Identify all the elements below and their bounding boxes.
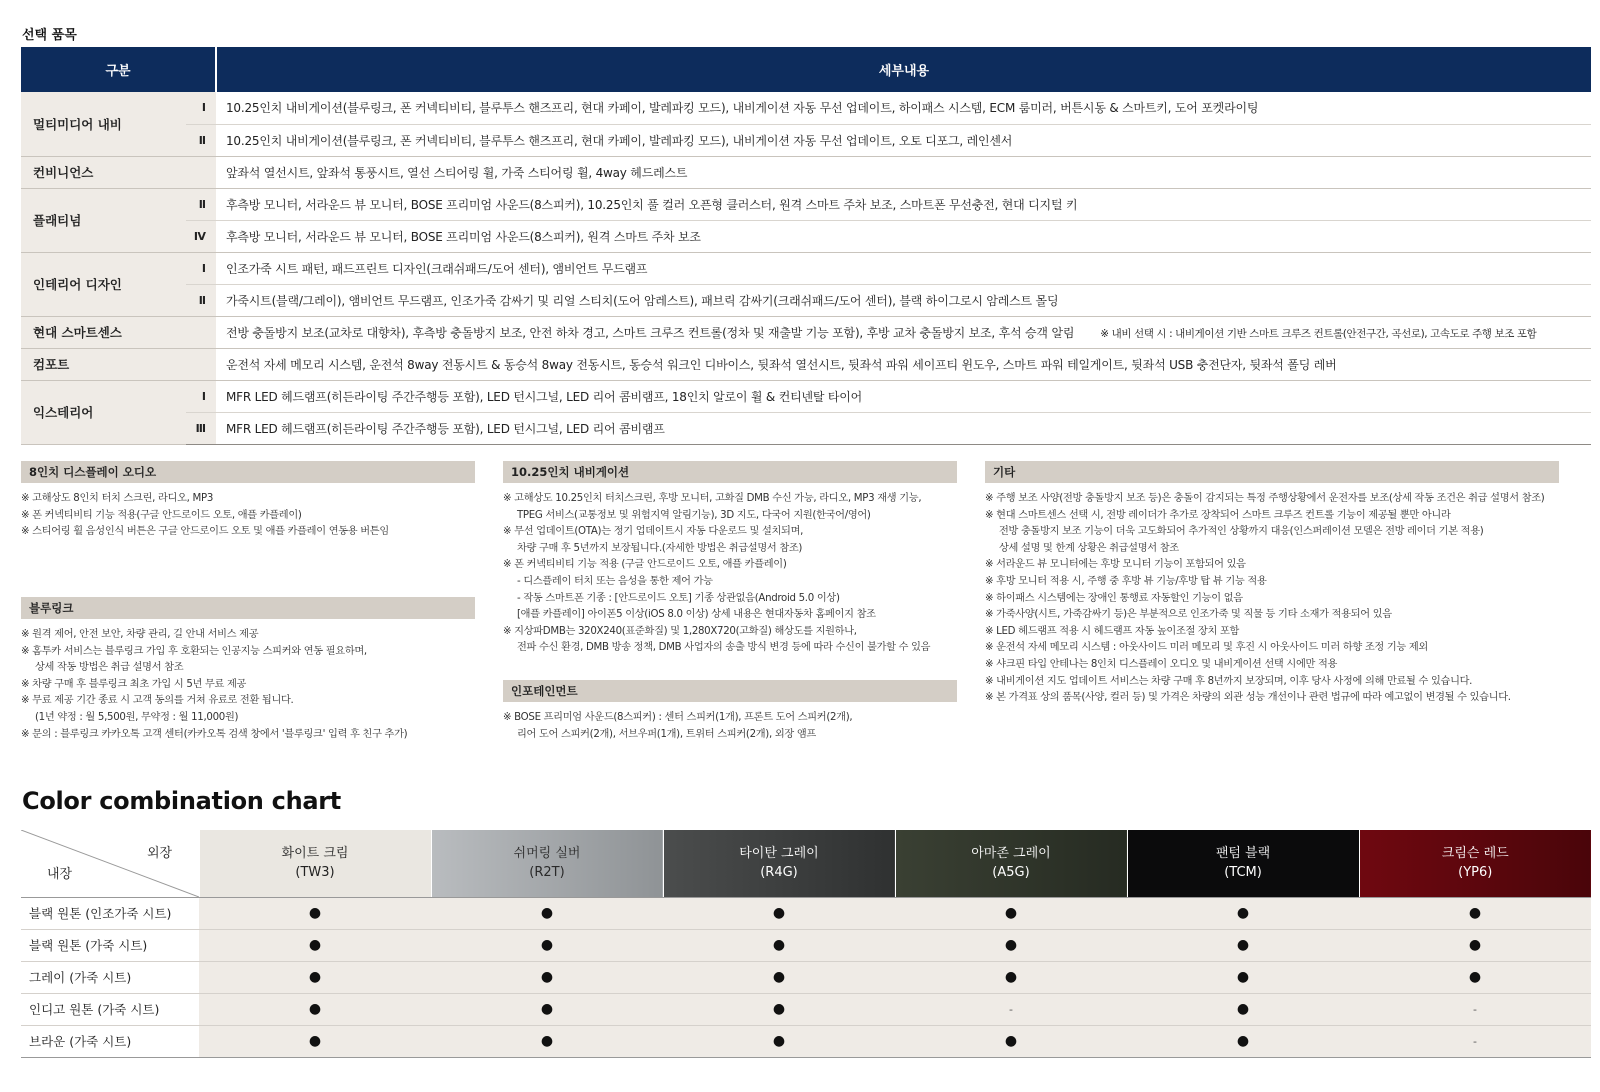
option-grade (186, 316, 216, 348)
note-item: 상세 설명 및 한계 상황은 취급설명서 참조 (999, 542, 1179, 554)
note-audio-list (21, 491, 475, 541)
note-infotainment-title: 인포테인먼트 (503, 680, 957, 702)
combination-cell (895, 929, 1127, 961)
exterior-color-code: (TCM) (1224, 865, 1262, 881)
combination-cell (1127, 1025, 1359, 1057)
option-grade: Ⅰ (186, 252, 216, 284)
note-item: 리어 도어 스피커(2개), 서브우퍼(1개), 트위터 스피커(2개), 외장 앰프 (517, 728, 816, 740)
note-item: ※ 운전석 자세 메모리 시스템 : 아웃사이드 미러 메모리 및 후진 시 아웃사이드 미러 하향 조정 기능 제외 (985, 642, 1428, 654)
interior-name: 인디고 원톤 (가죽 시트) (21, 993, 199, 1025)
unavailable-mark: - (1473, 1003, 1477, 1016)
option-detail-text: 후측방 모니터, 서라운드 뷰 모니터, BOSE 프리미엄 사운드(8스피커), 원격 스마트 주차 보조 (226, 229, 701, 244)
option-grade (186, 348, 216, 380)
available-mark: ● (1236, 905, 1250, 921)
note-navi-title: 10.25인치 내비게이션 (503, 461, 957, 483)
unavailable-mark: - (1473, 1035, 1477, 1048)
option-detail (216, 284, 1591, 316)
combination-cell (1127, 961, 1359, 993)
combination-cell (1359, 897, 1591, 929)
exterior-color-header (895, 830, 1127, 897)
options-table (21, 47, 1591, 445)
note-item: ※ 가죽사양(시트, 가죽감싸기 등)은 부분적으로 인조가죽 및 직물 등 기타 소재가 적용되어 있음 (985, 609, 1392, 621)
available-mark: ● (1004, 937, 1018, 953)
option-detail (216, 412, 1591, 444)
note-item: 전방 충돌방지 보조 기능이 더욱 고도화되어 추가적인 상황까지 대응(인스퍼레이션 모델은 전방 레이더 기본 적용) (999, 526, 1484, 538)
option-detail-text: 전방 충돌방지 보조(교차로 대향차), 후측방 충돌방지 보조, 안전 하차 경고, 스마트 크루즈 컨트롤(정차 및 재출발 기능 포함), 후방 교차 충돌방지 보조, 후석 승객 알림 (226, 325, 1075, 340)
note-item: 상세 작동 방법은 취급 설명서 참조 (35, 662, 184, 674)
option-row (21, 92, 1591, 124)
option-category: 익스테리어 (21, 380, 186, 444)
available-mark: ● (1236, 937, 1250, 953)
option-detail (216, 188, 1591, 220)
option-detail-note: ※ 내비 선택 시 : 내비게이션 기반 스마트 크루즈 컨트롤(안전구간, 곡선로), 고속도로 주행 보조 포함 (1100, 327, 1537, 340)
header-category: 구분 (21, 47, 216, 92)
available-mark: ● (308, 1033, 322, 1049)
exterior-color-header (431, 830, 663, 897)
option-detail-text: 10.25인치 내비게이션(블루링크, 폰 커넥티비티, 블루투스 핸즈프리, 현대 카페이, 발레파킹 모드), 내비게이션 자동 무선 업데이트, 하이패스 시스템, ECM 룸미러, 버튼시동 & 스마트키, 도어 포켓라이팅 (226, 101, 1259, 116)
note-navi-list (503, 491, 957, 657)
interior-name: 블랙 원톤 (인조가죽 시트) (21, 897, 199, 929)
option-detail-text: 인조가죽 시트 패턴, 패드프린트 디자인(크래쉬패드/도어 센터), 앰비언트 무드램프 (226, 261, 648, 276)
note-bluelink-title: 블루링크 (21, 597, 475, 619)
note-etc (985, 461, 1559, 707)
combination-cell (199, 993, 431, 1025)
note-bluelink-list (21, 627, 475, 743)
option-detail (216, 316, 1591, 348)
note-item: ※ 무선 업데이트(OTA)는 정기 업데이트시 자동 다운로드 및 설치되며, (503, 526, 804, 538)
exterior-color-code: (TW3) (295, 865, 335, 881)
combination-cell (1359, 993, 1591, 1025)
header-detail: 세부내용 (216, 47, 1591, 92)
exterior-color-header (1127, 830, 1359, 897)
combination-cell (1127, 929, 1359, 961)
combination-cell (663, 897, 895, 929)
option-detail-text: 후측방 모니터, 서라운드 뷰 모니터, BOSE 프리미엄 사운드(8스피커), 10.25인치 풀 컬러 오픈형 클러스터, 원격 스마트 주차 보조, 스마트폰 무선충전, 현대 디지털 키 (226, 197, 1078, 212)
note-infotainment-list (503, 710, 957, 743)
exterior-color-name: 화이트 크림 (281, 846, 349, 862)
option-grade: Ⅰ (186, 92, 216, 124)
option-row (21, 348, 1591, 380)
note-etc-list (985, 491, 1559, 707)
exterior-color-name: 타이탄 그레이 (739, 846, 819, 862)
option-detail-text: 운전석 자세 메모리 시스템, 운전석 8way 전동시트 & 동승석 8way 전동시트, 동승석 워크인 디바이스, 뒷좌석 열선시트, 뒷좌석 파워 세이프티 윈도우, 스마트 파워 테일게이트, 뒷좌석 USB 충전단자, 뒷좌석 폴딩 레버 (226, 357, 1337, 372)
available-mark: ● (1468, 937, 1482, 953)
available-mark: ● (1004, 969, 1018, 985)
option-row (21, 124, 1591, 156)
available-mark: ● (1236, 1033, 1250, 1049)
note-item: (1년 약정 : 월 5,500원, 무약정 : 월 11,000원) (35, 711, 239, 723)
note-item: ※ 홈투카 서비스는 블루링크 가입 후 호환되는 인공지능 스피커와 연동 필요하며, (21, 645, 367, 657)
option-grade: Ⅱ (186, 124, 216, 156)
available-mark: ● (308, 937, 322, 953)
available-mark: ● (308, 1001, 322, 1017)
available-mark: ● (1468, 969, 1482, 985)
unavailable-mark: - (1009, 1003, 1013, 1016)
option-row (21, 220, 1591, 252)
exterior-color-header (199, 830, 431, 897)
combination-cell (431, 929, 663, 961)
options-table-header (21, 47, 1591, 92)
option-row (21, 252, 1591, 284)
note-item: - 작동 스마트폰 기종 : [안드로이드 오토] 기종 상관없음(Android 5.0 이상) (517, 592, 840, 604)
option-detail (216, 124, 1591, 156)
option-grade: Ⅳ (186, 220, 216, 252)
option-detail-text: MFR LED 헤드램프(히든라이팅 주간주행등 포함), LED 턴시그널, LED 리어 콤비램프, 18인치 알로이 휠 & 컨티넨탈 타이어 (226, 389, 863, 404)
option-detail (216, 156, 1591, 188)
exterior-color-code: (R4G) (760, 865, 798, 881)
note-item: ※ 원격 제어, 안전 보안, 차량 관리, 길 안내 서비스 제공 (21, 629, 259, 640)
combination-cell (199, 961, 431, 993)
note-audio (21, 461, 475, 541)
note-item: ※ 고해상도 8인치 터치 스크린, 라디오, MP3 (21, 493, 214, 504)
note-item: ※ 폰 커넥티비티 기능 적용 (구글 안드로이드 오토, 애플 카플레이) (503, 559, 787, 571)
available-mark: ● (772, 937, 786, 953)
available-mark: ● (1004, 905, 1018, 921)
note-item: ※ 샤크핀 타입 안테나는 8인치 디스플레이 오디오 및 내비게이션 선택 시에만 적용 (985, 658, 1338, 670)
section-title: 선택 품목 (22, 28, 77, 43)
note-item: - 디스플레이 터치 또는 음성을 통한 제어 가능 (517, 575, 713, 587)
available-mark: ● (540, 905, 554, 921)
note-infotainment (503, 680, 957, 743)
note-item: ※ 차량 구매 후 블루링크 최초 가입 시 5년 무료 제공 (21, 678, 247, 690)
option-category: 현대 스마트센스 (21, 316, 186, 348)
combination-cell (1359, 1025, 1591, 1057)
combination-cell (1359, 929, 1591, 961)
interior-name: 브라운 (가죽 시트) (21, 1025, 199, 1057)
interior-row (21, 929, 1591, 961)
exterior-color-code: (YP6) (1458, 865, 1493, 881)
available-mark: ● (540, 1033, 554, 1049)
combination-cell (895, 993, 1127, 1025)
option-category: 컴포트 (21, 348, 186, 380)
note-navi (503, 461, 957, 657)
interior-name: 블랙 원톤 (가죽 시트) (21, 929, 199, 961)
combination-cell (663, 993, 895, 1025)
combination-cell (663, 929, 895, 961)
note-item: ※ 무료 제공 기간 종료 시 고객 동의를 거쳐 유료로 전환 됩니다. (21, 695, 294, 707)
option-grade: Ⅱ (186, 188, 216, 220)
option-detail-text: 앞좌석 열선시트, 앞좌석 통풍시트, 열선 스티어링 휠, 가죽 스티어링 휠, 4way 헤드레스트 (226, 165, 688, 180)
available-mark: ● (772, 1033, 786, 1049)
option-detail-text: 가죽시트(블랙/그레이), 앰비언트 무드램프, 인조가죽 감싸기 및 리얼 스티치(도어 암레스트), 패브릭 감싸기(크래쉬패드/도어 센터), 블랙 하이그로시 암레스트 몰딩 (226, 293, 1059, 308)
color-combination-table (21, 830, 1591, 1058)
note-item: ※ 서라운드 뷰 모니터에는 후방 모니터 기능이 포함되어 있음 (985, 559, 1246, 571)
exterior-color-name: 팬텀 블랙 (1215, 846, 1271, 862)
corner-exterior-label: 외장 (147, 846, 173, 861)
available-mark: ● (1004, 1033, 1018, 1049)
note-item: ※ 폰 커넥티비티 기능 적용(구글 안드로이드 오토, 애플 카플레이) (21, 509, 302, 521)
note-etc-title: 기타 (985, 461, 1559, 483)
option-category: 컨비니언스 (21, 156, 186, 188)
combination-cell (895, 897, 1127, 929)
combination-cell (895, 961, 1127, 993)
option-category: 플래티넘 (21, 188, 186, 252)
option-grade: Ⅰ (186, 380, 216, 412)
interior-name: 그레이 (가죽 시트) (21, 961, 199, 993)
combination-cell (895, 1025, 1127, 1057)
note-item: ※ 고해상도 10.25인치 터치스크린, 후방 모니터, 고화질 DMB 수신 가능, 라디오, MP3 재생 기능, (503, 493, 922, 504)
note-audio-title: 8인치 디스플레이 오디오 (21, 461, 475, 483)
combination-cell (431, 993, 663, 1025)
note-item: 전파 수신 환경, DMB 방송 정책, DMB 사업자의 송출 방식 변경 등에 따라 수신이 불가할 수 있음 (517, 642, 931, 654)
combination-cell (431, 897, 663, 929)
option-row (21, 188, 1591, 220)
exterior-color-name: 쉬머링 실버 (513, 846, 581, 862)
interior-row (21, 993, 1591, 1025)
note-bluelink (21, 597, 475, 743)
available-mark: ● (540, 969, 554, 985)
interior-row (21, 897, 1591, 929)
option-row (21, 412, 1591, 444)
note-item: ※ 하이패스 시스템에는 장애인 통행료 자동할인 기능이 없음 (985, 592, 1243, 604)
available-mark: ● (540, 937, 554, 953)
corner-interior-label: 내장 (47, 867, 73, 882)
option-detail (216, 348, 1591, 380)
note-item: ※ 스티어링 휠 음성인식 버튼은 구글 안드로이드 오토 및 애플 카플레이 연동용 버튼임 (21, 526, 389, 538)
available-mark: ● (308, 905, 322, 921)
note-item: ※ 현대 스마트센스 선택 시, 전방 레이더가 추가로 장착되어 스마트 크루즈 컨트롤 기능이 제공될 뿐만 아니라 (985, 509, 1451, 521)
note-item: ※ 주행 보조 사양(전방 충돌방지 보조 등)은 충돌이 감지되는 특정 주행상황에서 운전자를 보조(상세 작동 조건은 취급 설명서 참조) (985, 493, 1545, 504)
exterior-color-code: (A5G) (992, 865, 1030, 881)
combination-cell (199, 1025, 431, 1057)
option-row (21, 316, 1591, 348)
option-row (21, 284, 1591, 316)
combination-cell (199, 929, 431, 961)
combination-cell (199, 897, 431, 929)
option-detail (216, 220, 1591, 252)
note-item: ※ BOSE 프리미엄 사운드(8스피커) : 센터 스피커(1개), 프론트 도어 스피커(2개), (503, 712, 853, 723)
option-grade (186, 156, 216, 188)
note-item: ※ 문의 : 블루링크 카카오톡 고객 센터(카카오톡 검색 창에서 '블루링크' 입력 후 친구 추가) (21, 728, 408, 740)
corner-cell (21, 830, 199, 897)
combination-cell (431, 961, 663, 993)
note-item: ※ 본 가격표 상의 품목(사양, 컬러 등) 및 가격은 차량의 외관 성능 개선이나 관련 법규에 따라 예고없이 변경될 수 있습니다. (985, 692, 1511, 704)
option-category: 멀티미디어 내비 (21, 92, 186, 156)
exterior-color-name: 아마존 그레이 (971, 846, 1051, 862)
note-item: ※ 내비게이션 지도 업데이트 서비스는 차량 구매 후 8년까지 보장되며, 이후 당사 사정에 의해 만료될 수 있습니다. (985, 675, 1473, 687)
combination-cell (431, 1025, 663, 1057)
combination-cell (663, 1025, 895, 1057)
option-detail (216, 252, 1591, 284)
option-category: 인테리어 디자인 (21, 252, 186, 316)
exterior-color-code: (R2T) (529, 865, 565, 881)
option-detail-text: MFR LED 헤드램프(히든라이팅 주간주행등 포함), LED 턴시그널, LED 리어 콤비램프 (226, 421, 665, 436)
interior-row (21, 1025, 1591, 1057)
available-mark: ● (1236, 969, 1250, 985)
available-mark: ● (772, 969, 786, 985)
available-mark: ● (308, 969, 322, 985)
option-row (21, 156, 1591, 188)
exterior-color-name: 크림슨 레드 (1441, 846, 1509, 862)
available-mark: ● (1236, 1001, 1250, 1017)
option-row (21, 380, 1591, 412)
corner-diagonal (21, 830, 199, 897)
option-detail-text: 10.25인치 내비게이션(블루링크, 폰 커넥티비티, 블루투스 핸즈프리, 현대 카페이, 발레파킹 모드), 내비게이션 자동 무선 업데이트, 오토 디포그, 레인센서 (226, 133, 1013, 148)
combination-cell (663, 961, 895, 993)
combination-cell (1127, 897, 1359, 929)
option-detail (216, 380, 1591, 412)
combination-cell (1127, 993, 1359, 1025)
available-mark: ● (772, 1001, 786, 1017)
option-detail (216, 92, 1591, 124)
color-chart-title: Color combination chart (22, 787, 341, 815)
option-grade: Ⅱ (186, 284, 216, 316)
available-mark: ● (1468, 905, 1482, 921)
note-item: 차량 구매 후 5년까지 보장됩니다.(자세한 방법은 취급설명서 참조) (517, 542, 803, 554)
note-item: ※ 지상파DMB는 320X240(표준화질) 및 1,280X720(고화질) 해상도를 지원하나, (503, 625, 857, 637)
available-mark: ● (540, 1001, 554, 1017)
available-mark: ● (772, 905, 786, 921)
option-grade: Ⅲ (186, 412, 216, 444)
exterior-color-header (663, 830, 895, 897)
interior-row (21, 961, 1591, 993)
exterior-color-header (1359, 830, 1591, 897)
note-item: ※ LED 헤드램프 적용 시 헤드램프 자동 높이조절 장치 포함 (985, 625, 1240, 637)
note-item: ※ 후방 모니터 적용 시, 주행 중 후방 뷰 기능/후방 탑 뷰 기능 적용 (985, 575, 1267, 587)
combination-cell (1359, 961, 1591, 993)
note-item: [애플 카플레이] 아이폰5 이상(iOS 8.0 이상) 상세 내용은 현대자동차 홈페이지 참조 (517, 609, 876, 621)
note-item: TPEG 서비스(교통정보 및 위험지역 알림기능), 3D 지도, 다국어 지원(한국어/영어) (517, 509, 871, 521)
